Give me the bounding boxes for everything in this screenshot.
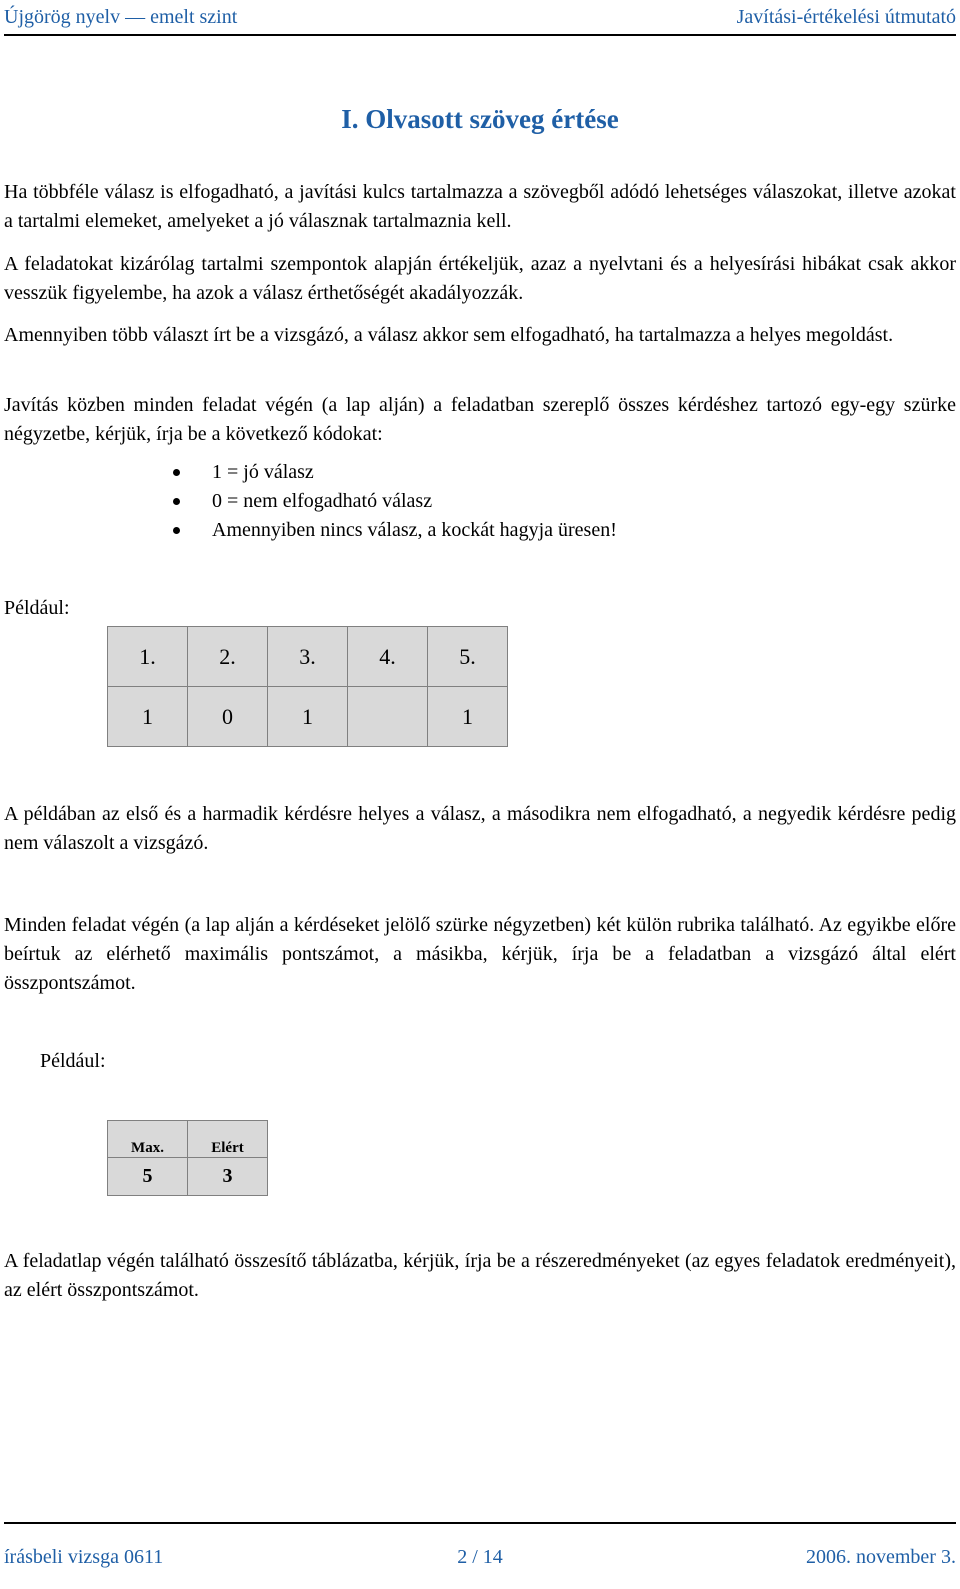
table-header-cell: 2. — [188, 627, 268, 687]
footer-left: írásbeli vizsga 0611 — [4, 1546, 164, 1568]
table-header-cell: Max. — [108, 1121, 188, 1158]
list-item: 0 = nem elfogadható válasz — [168, 487, 617, 516]
table-row — [108, 1158, 268, 1196]
table-header-cell: 4. — [348, 627, 428, 687]
header-rule — [4, 34, 956, 36]
example-2-label: Például: — [40, 1050, 106, 1072]
table-cell: 0 — [188, 687, 268, 747]
list-item: Amennyiben nincs válasz, a kockát hagyja üresen! — [168, 516, 617, 545]
table-cell: 1 — [428, 687, 508, 747]
table-row — [108, 1121, 268, 1158]
example-1-table — [107, 626, 508, 747]
paragraph-2: A feladatokat kizárólag tartalmi szempontok alapján értékeljük, azaz a nyelvtani és a helyesírási hibákat csak akkor vesszük figyelembe, ha azok a válasz érthetőségét akadályozzák. — [4, 253, 956, 304]
page-title: I. Olvasott szöveg értése — [341, 104, 619, 134]
list-item: 1 = jó válasz — [168, 458, 617, 487]
table-header-cell: Elért — [188, 1121, 268, 1158]
paragraph-1: Ha többféle válasz is elfogadható, a javítási kulcs tartalmazza a szövegből adódó lehetséges válaszokat, illetve azokat a tartalmi elemeket, amelyeket a jó válasznak tartalmaznia kell. — [4, 181, 956, 232]
table-cell: 1 — [268, 687, 348, 747]
paragraph-6: Minden feladat végén (a lap alján a kérdéseket jelölő szürke négyzetben) két külön rubrika található. Az egyikbe előre beírtuk az elérhető maximális pontszámot, a másikba, kérjük, írja be a feladatban a vizsgázó által elért összpontszámot. — [4, 914, 956, 994]
paragraph-5: A példában az első és a harmadik kérdésre helyes a válasz, a másodikra nem elfogadható, a negyedik kérdésre pedig nem válaszolt a vizsgázó. — [4, 803, 956, 854]
page-number: 2 / 14 — [457, 1546, 503, 1568]
table-cell: 3 — [188, 1158, 268, 1196]
table-cell: 1 — [108, 687, 188, 747]
table-cell: 5 — [108, 1158, 188, 1196]
example-2-table — [107, 1120, 268, 1196]
table-header-cell: 3. — [268, 627, 348, 687]
table-header-cell: 5. — [428, 627, 508, 687]
page-footer — [4, 1546, 956, 1569]
table-row — [108, 687, 508, 747]
header-left: Újgörög nyelv — emelt szint — [4, 6, 238, 28]
bullet-icon — [173, 527, 180, 534]
paragraph-4: Javítás közben minden feladat végén (a lap alján) a feladatban szereplő összes kérdéshez tartozó egy-egy szürke négyzetbe, kérjük, írja be a következő kódokat: — [4, 394, 956, 445]
page-header — [4, 6, 956, 29]
footer-date: 2006. november 3. — [806, 1546, 956, 1568]
code-list — [168, 458, 617, 545]
footer-rule — [4, 1522, 956, 1524]
header-right: Javítási-értékelési útmutató — [736, 6, 956, 28]
paragraph-7: A feladatlap végén található összesítő táblázatba, kérjük, írja be a részeredményeket (az egyes feladatok eredményeit), az elért összpontszámot. — [4, 1250, 956, 1301]
bullet-icon — [173, 469, 180, 476]
table-row — [108, 627, 508, 687]
bullet-icon — [173, 498, 180, 505]
table-header-cell: 1. — [108, 627, 188, 687]
table-cell — [348, 687, 428, 747]
example-1-label: Például: — [4, 597, 70, 619]
paragraph-3: Amennyiben több választ írt be a vizsgázó, a válasz akkor sem elfogadható, ha tartalmazza a helyes megoldást. — [4, 324, 894, 346]
